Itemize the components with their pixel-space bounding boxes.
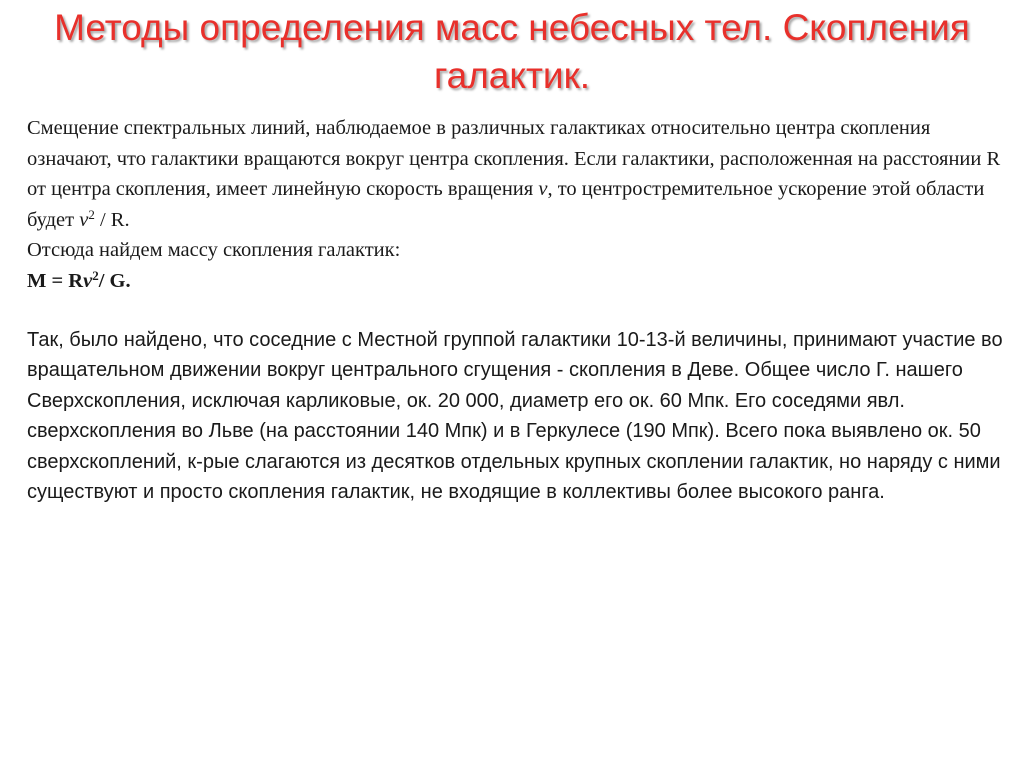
- supercluster-description: [27, 325, 1007, 507]
- mass-formula: [27, 266, 1002, 297]
- paragraph-superclusters: Так, было найдено, что соседние с Местной группой галактики 10-13-й величины, принимают участие во вращательном движении вокруг центрального сгущения - скопления в Деве. Общее число Г. нашего Сверхскопления, исключая карликовые, ок. 20 000, диаметр его ок. 60 Мпк. Его соседями явл. сверхскопления во Льве (на расстоянии 140 Мпк) и в Геркулесе (190 Мпк). Всего пока выявлено ок. 50 сверхскоплений, к-рые слагаются из десятков отдельных крупных скоплении галактик, но наряду с ними существуют и просто скопления галактик, не входящие в коллективы более высокого ранга.: [27, 329, 1003, 504]
- paragraph-rotation-text-a: Смещение спектральных линий, наблюдаемое в различных галактиках относительно центра скопления означают, что галактики вращаются вокруг центра скопления. Если галактики, расположенная на расстоянии R от центра скопления, имеет линейную скорость вращения: [27, 117, 1001, 200]
- paragraph-rotation-last-line: Отсюда найдем массу скопления галактик:: [27, 239, 401, 261]
- slide-title: [0, 4, 1024, 100]
- paragraph-rotation: [27, 113, 1002, 266]
- paragraph-rotation-text-b: , то центростремительное ускорение этой области будет: [27, 178, 985, 231]
- formula-exponent: 2: [92, 267, 99, 283]
- velocity-symbol: v: [538, 178, 548, 200]
- physics-explanation: [27, 113, 1002, 296]
- formula-right: / G.: [98, 269, 131, 292]
- paragraph-rotation-text-c: / R.: [94, 208, 130, 231]
- slide-title-line-1: Методы определения масс небесных тел. Скопления: [54, 7, 970, 48]
- velocity-symbol-squared: v: [79, 208, 89, 231]
- exponent: 2: [88, 206, 95, 222]
- formula-left: M = R: [27, 269, 84, 292]
- slide-title-line-2: галактик.: [433, 55, 591, 96]
- formula-velocity: v: [83, 269, 93, 292]
